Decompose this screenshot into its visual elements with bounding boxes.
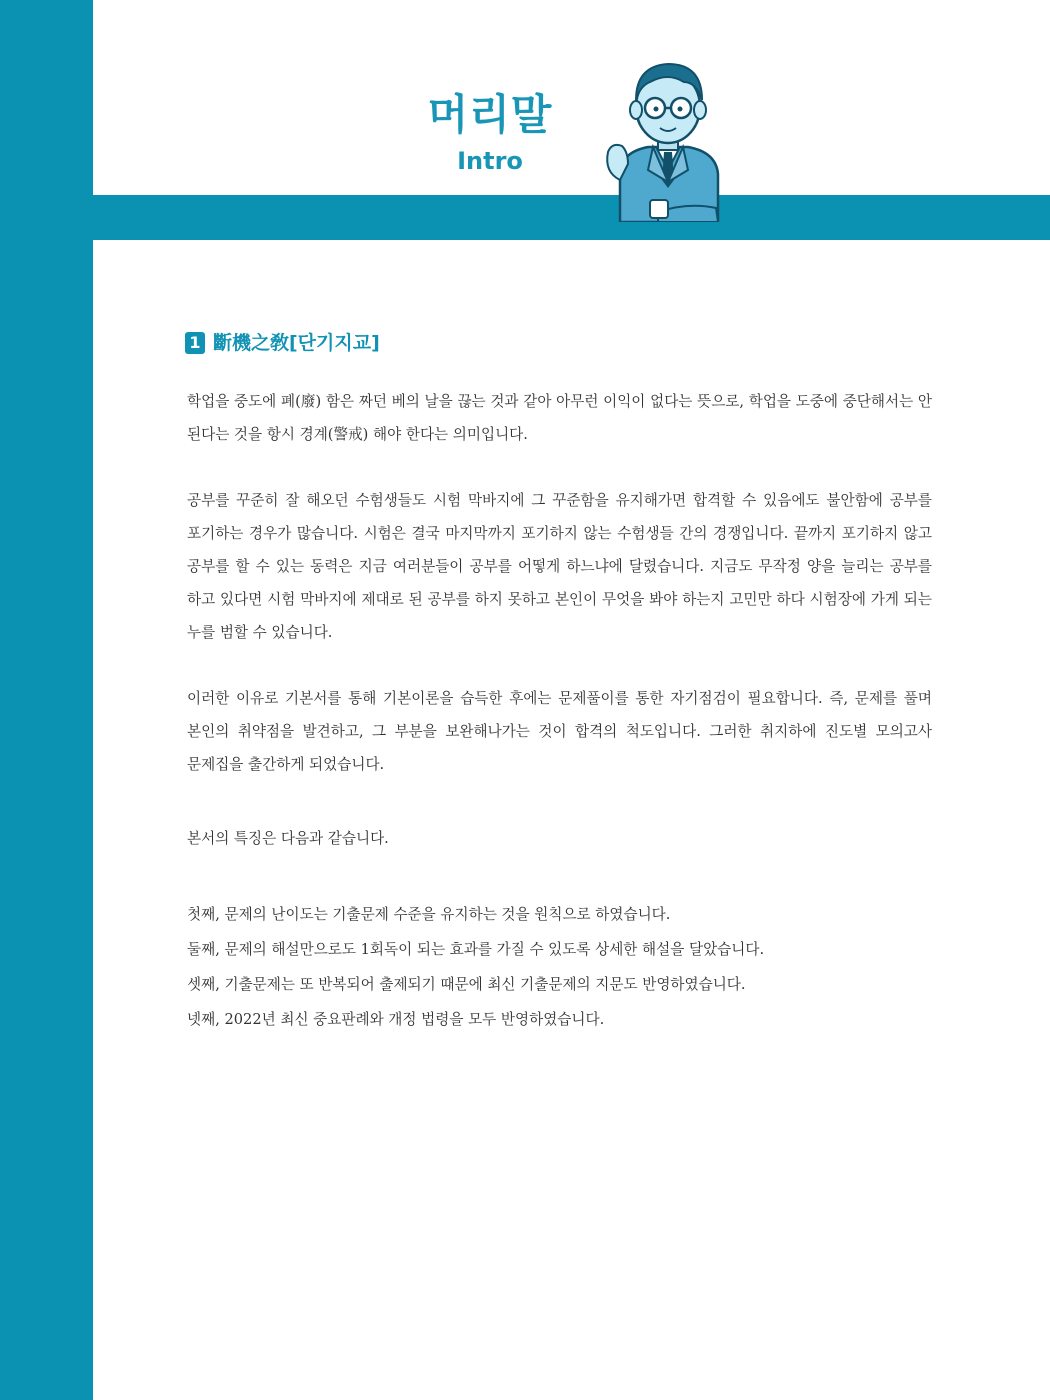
section-heading bbox=[185, 330, 380, 356]
paragraph-1: 학업을 중도에 폐(廢) 함은 짜던 베의 날을 끊는 것과 같아 아무런 이익이 없다는 뜻으로, 학업을 도중에 중단해서는 안 된다는 것을 항시 경계(警戒) 해야 한다는 의미입니다. bbox=[187, 393, 932, 443]
feature-item-2: 둘째, 문제의 해설만으로도 1회독이 되는 효과를 가질 수 있도록 상세한 해설을 달았습니다. bbox=[187, 941, 765, 958]
page-subtitle: Intro bbox=[457, 147, 523, 175]
feature-item-3: 셋째, 기출문제는 또 반복되어 출제되기 때문에 최신 기출문제의 지문도 반영하였습니다. bbox=[187, 976, 746, 993]
section-number-badge: 1 bbox=[185, 332, 205, 354]
header-area bbox=[93, 0, 1050, 195]
page-title: 머리말 bbox=[427, 90, 553, 139]
features-list bbox=[187, 897, 932, 1037]
section-title: 斷機之敎[단기지교] bbox=[213, 332, 380, 354]
header-divider-band bbox=[93, 195, 1050, 240]
paragraph-2: 공부를 꾸준히 잘 해오던 수험생들도 시험 막바지에 그 꾸준함을 유지해가면 합격할 수 있음에도 불안함에 공부를 포기하는 경우가 많습니다. 시험은 결국 마지막까지 포기하지 않는 수험생들 간의 경쟁입니다. 끝까지 포기하지 않고 공부를 할 수 있는 동력은 지금 여러분들이 공부를 어떻게 하느냐에 달렸습니다. 지금도 무작정 양을 늘리는 공부를 하고 있다면 시험 막바지에 제대로 된 공부를 하지 못하고 본인이 무엇을 봐야 하는지 고민만 하다 시험장에 가게 되는 누를 범할 수 있습니다. bbox=[187, 492, 932, 641]
feature-item-1: 첫째, 문제의 난이도는 기출문제 수준을 유지하는 것을 원칙으로 하였습니다. bbox=[187, 906, 671, 923]
paragraph-3: 이러한 이유로 기본서를 통해 기본이론을 습득한 후에는 문제풀이를 통한 자기점검이 필요합니다. 즉, 문제를 풀며 본인의 취약점을 발견하고, 그 부분을 보완해나가는 것이 합격의 척도입니다. 그러한 취지하에 진도별 모의고사 문제집을 출간하게 되었습니다. bbox=[187, 690, 932, 773]
paragraph-4: 본서의 특징은 다음과 같습니다. bbox=[187, 830, 389, 847]
left-accent-band bbox=[0, 0, 93, 1400]
teacher-with-glasses-icon bbox=[598, 52, 738, 222]
feature-item-4: 넷째, 2022년 최신 중요판례와 개정 법령을 모두 반영하였습니다. bbox=[187, 1011, 605, 1028]
